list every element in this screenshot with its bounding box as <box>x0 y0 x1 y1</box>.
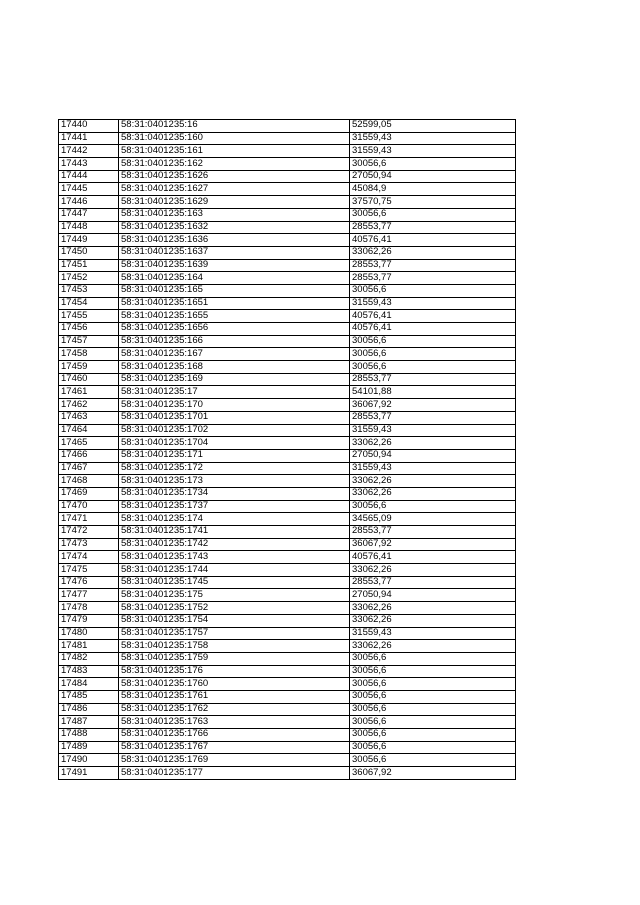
row-number-cell: 17473 <box>59 538 119 551</box>
value-cell: 30056,6 <box>350 741 516 754</box>
cadastral-number-cell: 58:31:0401235:1655 <box>119 310 350 323</box>
cadastral-number-cell: 58:31:0401235:168 <box>119 361 350 374</box>
row-number-cell: 17474 <box>59 551 119 564</box>
table-row <box>59 754 516 767</box>
document-page <box>58 119 515 780</box>
cadastral-number-cell: 58:31:0401235:1759 <box>119 652 350 665</box>
value-cell: 31559,43 <box>350 145 516 158</box>
table-body <box>59 120 516 780</box>
value-cell: 52599,05 <box>350 120 516 133</box>
value-cell: 31559,43 <box>350 462 516 475</box>
cadastral-number-cell: 58:31:0401235:1762 <box>119 703 350 716</box>
value-cell: 33062,26 <box>350 437 516 450</box>
table-row <box>59 449 516 462</box>
value-cell: 28553,77 <box>350 272 516 285</box>
cadastral-number-cell: 58:31:0401235:1626 <box>119 170 350 183</box>
row-number-cell: 17476 <box>59 576 119 589</box>
cadastral-number-cell: 58:31:0401235:1651 <box>119 297 350 310</box>
value-cell: 33062,26 <box>350 602 516 615</box>
cadastral-number-cell: 58:31:0401235:1741 <box>119 526 350 539</box>
cadastral-number-cell: 58:31:0401235:1629 <box>119 196 350 209</box>
cadastral-number-cell: 58:31:0401235:1656 <box>119 323 350 336</box>
row-number-cell: 17444 <box>59 170 119 183</box>
row-number-cell: 17469 <box>59 487 119 500</box>
table-row <box>59 500 516 513</box>
table-row <box>59 513 516 526</box>
value-cell: 36067,92 <box>350 399 516 412</box>
value-cell: 37570,75 <box>350 196 516 209</box>
row-number-cell: 17464 <box>59 424 119 437</box>
value-cell: 30056,6 <box>350 208 516 221</box>
value-cell: 30056,6 <box>350 335 516 348</box>
table-row <box>59 627 516 640</box>
cadastral-number-cell: 58:31:0401235:160 <box>119 132 350 145</box>
value-cell: 28553,77 <box>350 576 516 589</box>
row-number-cell: 17491 <box>59 767 119 780</box>
value-cell: 31559,43 <box>350 132 516 145</box>
table-row <box>59 170 516 183</box>
cadastral-number-cell: 58:31:0401235:164 <box>119 272 350 285</box>
cadastral-number-cell: 58:31:0401235:1752 <box>119 602 350 615</box>
row-number-cell: 17454 <box>59 297 119 310</box>
value-cell: 40576,41 <box>350 234 516 247</box>
row-number-cell: 17465 <box>59 437 119 450</box>
table-row <box>59 323 516 336</box>
table-row <box>59 234 516 247</box>
value-cell: 33062,26 <box>350 487 516 500</box>
table-row <box>59 348 516 361</box>
table-row <box>59 310 516 323</box>
table-row <box>59 716 516 729</box>
value-cell: 36067,92 <box>350 538 516 551</box>
value-cell: 33062,26 <box>350 564 516 577</box>
value-cell: 28553,77 <box>350 221 516 234</box>
table-row <box>59 221 516 234</box>
table-row <box>59 589 516 602</box>
cadastral-number-cell: 58:31:0401235:171 <box>119 449 350 462</box>
value-cell: 33062,26 <box>350 614 516 627</box>
cadastral-number-cell: 58:31:0401235:169 <box>119 373 350 386</box>
cadastral-number-cell: 58:31:0401235:162 <box>119 158 350 171</box>
cadastral-number-cell: 58:31:0401235:1754 <box>119 614 350 627</box>
table-row <box>59 361 516 374</box>
value-cell: 30056,6 <box>350 284 516 297</box>
value-cell: 28553,77 <box>350 259 516 272</box>
cadastral-number-cell: 58:31:0401235:1636 <box>119 234 350 247</box>
row-number-cell: 17468 <box>59 475 119 488</box>
row-number-cell: 17482 <box>59 652 119 665</box>
row-number-cell: 17443 <box>59 158 119 171</box>
row-number-cell: 17440 <box>59 120 119 133</box>
row-number-cell: 17471 <box>59 513 119 526</box>
row-number-cell: 17484 <box>59 678 119 691</box>
cadastral-number-cell: 58:31:0401235:175 <box>119 589 350 602</box>
table-row <box>59 399 516 412</box>
cadastral-number-cell: 58:31:0401235:1758 <box>119 640 350 653</box>
table-row <box>59 437 516 450</box>
row-number-cell: 17489 <box>59 741 119 754</box>
value-cell: 30056,6 <box>350 690 516 703</box>
cadastral-number-cell: 58:31:0401235:1743 <box>119 551 350 564</box>
table-row <box>59 703 516 716</box>
cadastral-number-cell: 58:31:0401235:16 <box>119 120 350 133</box>
table-row <box>59 335 516 348</box>
table-row <box>59 475 516 488</box>
cadastral-number-cell: 58:31:0401235:1761 <box>119 690 350 703</box>
table-row <box>59 158 516 171</box>
row-number-cell: 17445 <box>59 183 119 196</box>
value-cell: 33062,26 <box>350 475 516 488</box>
value-cell: 31559,43 <box>350 424 516 437</box>
table-row <box>59 551 516 564</box>
row-number-cell: 17477 <box>59 589 119 602</box>
table-row <box>59 614 516 627</box>
value-cell: 30056,6 <box>350 703 516 716</box>
value-cell: 40576,41 <box>350 310 516 323</box>
cadastral-number-cell: 58:31:0401235:172 <box>119 462 350 475</box>
value-cell: 31559,43 <box>350 297 516 310</box>
cadastral-number-cell: 58:31:0401235:1639 <box>119 259 350 272</box>
value-cell: 40576,41 <box>350 323 516 336</box>
table-row <box>59 272 516 285</box>
cadastral-number-cell: 58:31:0401235:167 <box>119 348 350 361</box>
value-cell: 28553,77 <box>350 411 516 424</box>
table-row <box>59 246 516 259</box>
table-row <box>59 132 516 145</box>
table-row <box>59 665 516 678</box>
cadastral-number-cell: 58:31:0401235:1767 <box>119 741 350 754</box>
table-row <box>59 196 516 209</box>
cadastral-number-cell: 58:31:0401235:170 <box>119 399 350 412</box>
row-number-cell: 17466 <box>59 449 119 462</box>
cadastral-number-cell: 58:31:0401235:1766 <box>119 729 350 742</box>
value-cell: 28553,77 <box>350 526 516 539</box>
table-row <box>59 284 516 297</box>
table-row <box>59 767 516 780</box>
row-number-cell: 17483 <box>59 665 119 678</box>
row-number-cell: 17442 <box>59 145 119 158</box>
value-cell: 54101,88 <box>350 386 516 399</box>
value-cell: 45084,9 <box>350 183 516 196</box>
row-number-cell: 17486 <box>59 703 119 716</box>
row-number-cell: 17452 <box>59 272 119 285</box>
value-cell: 33062,26 <box>350 246 516 259</box>
value-cell: 30056,6 <box>350 652 516 665</box>
table-row <box>59 652 516 665</box>
table-row <box>59 640 516 653</box>
value-cell: 30056,6 <box>350 361 516 374</box>
row-number-cell: 17447 <box>59 208 119 221</box>
cadastral-number-cell: 58:31:0401235:177 <box>119 767 350 780</box>
cadastral-number-cell: 58:31:0401235:1757 <box>119 627 350 640</box>
value-cell: 30056,6 <box>350 158 516 171</box>
row-number-cell: 17457 <box>59 335 119 348</box>
value-cell: 31559,43 <box>350 627 516 640</box>
table-row <box>59 411 516 424</box>
cadastral-number-cell: 58:31:0401235:1763 <box>119 716 350 729</box>
cadastral-number-cell: 58:31:0401235:1769 <box>119 754 350 767</box>
cadastral-number-cell: 58:31:0401235:173 <box>119 475 350 488</box>
table-row <box>59 678 516 691</box>
cadastral-number-cell: 58:31:0401235:1701 <box>119 411 350 424</box>
row-number-cell: 17460 <box>59 373 119 386</box>
cadastral-number-cell: 58:31:0401235:1744 <box>119 564 350 577</box>
data-table <box>58 119 516 780</box>
table-row <box>59 183 516 196</box>
row-number-cell: 17448 <box>59 221 119 234</box>
cadastral-number-cell: 58:31:0401235:1637 <box>119 246 350 259</box>
value-cell: 30056,6 <box>350 678 516 691</box>
cadastral-number-cell: 58:31:0401235:161 <box>119 145 350 158</box>
row-number-cell: 17462 <box>59 399 119 412</box>
row-number-cell: 17467 <box>59 462 119 475</box>
cadastral-number-cell: 58:31:0401235:1702 <box>119 424 350 437</box>
table-row <box>59 462 516 475</box>
cadastral-number-cell: 58:31:0401235:165 <box>119 284 350 297</box>
table-row <box>59 487 516 500</box>
table-row <box>59 259 516 272</box>
value-cell: 34565,09 <box>350 513 516 526</box>
value-cell: 27050,94 <box>350 449 516 462</box>
table-row <box>59 602 516 615</box>
table-row <box>59 145 516 158</box>
row-number-cell: 17453 <box>59 284 119 297</box>
value-cell: 27050,94 <box>350 589 516 602</box>
row-number-cell: 17485 <box>59 690 119 703</box>
table-row <box>59 424 516 437</box>
row-number-cell: 17450 <box>59 246 119 259</box>
row-number-cell: 17488 <box>59 729 119 742</box>
value-cell: 30056,6 <box>350 665 516 678</box>
table-row <box>59 373 516 386</box>
cadastral-number-cell: 58:31:0401235:174 <box>119 513 350 526</box>
cadastral-number-cell: 58:31:0401235:17 <box>119 386 350 399</box>
row-number-cell: 17470 <box>59 500 119 513</box>
row-number-cell: 17478 <box>59 602 119 615</box>
value-cell: 30056,6 <box>350 754 516 767</box>
table-row <box>59 208 516 221</box>
cadastral-number-cell: 58:31:0401235:163 <box>119 208 350 221</box>
row-number-cell: 17479 <box>59 614 119 627</box>
cadastral-number-cell: 58:31:0401235:1745 <box>119 576 350 589</box>
row-number-cell: 17490 <box>59 754 119 767</box>
table-row <box>59 729 516 742</box>
cadastral-number-cell: 58:31:0401235:1760 <box>119 678 350 691</box>
cadastral-number-cell: 58:31:0401235:1734 <box>119 487 350 500</box>
value-cell: 30056,6 <box>350 729 516 742</box>
value-cell: 27050,94 <box>350 170 516 183</box>
value-cell: 30056,6 <box>350 348 516 361</box>
table-row <box>59 386 516 399</box>
row-number-cell: 17463 <box>59 411 119 424</box>
table-row <box>59 538 516 551</box>
row-number-cell: 17455 <box>59 310 119 323</box>
table-row <box>59 564 516 577</box>
row-number-cell: 17475 <box>59 564 119 577</box>
cadastral-number-cell: 58:31:0401235:1742 <box>119 538 350 551</box>
row-number-cell: 17456 <box>59 323 119 336</box>
cadastral-number-cell: 58:31:0401235:1632 <box>119 221 350 234</box>
table-row <box>59 120 516 133</box>
row-number-cell: 17441 <box>59 132 119 145</box>
row-number-cell: 17458 <box>59 348 119 361</box>
row-number-cell: 17472 <box>59 526 119 539</box>
row-number-cell: 17481 <box>59 640 119 653</box>
value-cell: 36067,92 <box>350 767 516 780</box>
cadastral-number-cell: 58:31:0401235:176 <box>119 665 350 678</box>
table-row <box>59 741 516 754</box>
row-number-cell: 17449 <box>59 234 119 247</box>
cadastral-number-cell: 58:31:0401235:1737 <box>119 500 350 513</box>
row-number-cell: 17451 <box>59 259 119 272</box>
value-cell: 28553,77 <box>350 373 516 386</box>
table-row <box>59 297 516 310</box>
table-row <box>59 526 516 539</box>
row-number-cell: 17487 <box>59 716 119 729</box>
value-cell: 30056,6 <box>350 500 516 513</box>
row-number-cell: 17480 <box>59 627 119 640</box>
value-cell: 30056,6 <box>350 716 516 729</box>
row-number-cell: 17461 <box>59 386 119 399</box>
row-number-cell: 17459 <box>59 361 119 374</box>
table-row <box>59 576 516 589</box>
cadastral-number-cell: 58:31:0401235:1704 <box>119 437 350 450</box>
table-row <box>59 690 516 703</box>
value-cell: 33062,26 <box>350 640 516 653</box>
cadastral-number-cell: 58:31:0401235:1627 <box>119 183 350 196</box>
row-number-cell: 17446 <box>59 196 119 209</box>
cadastral-number-cell: 58:31:0401235:166 <box>119 335 350 348</box>
value-cell: 40576,41 <box>350 551 516 564</box>
